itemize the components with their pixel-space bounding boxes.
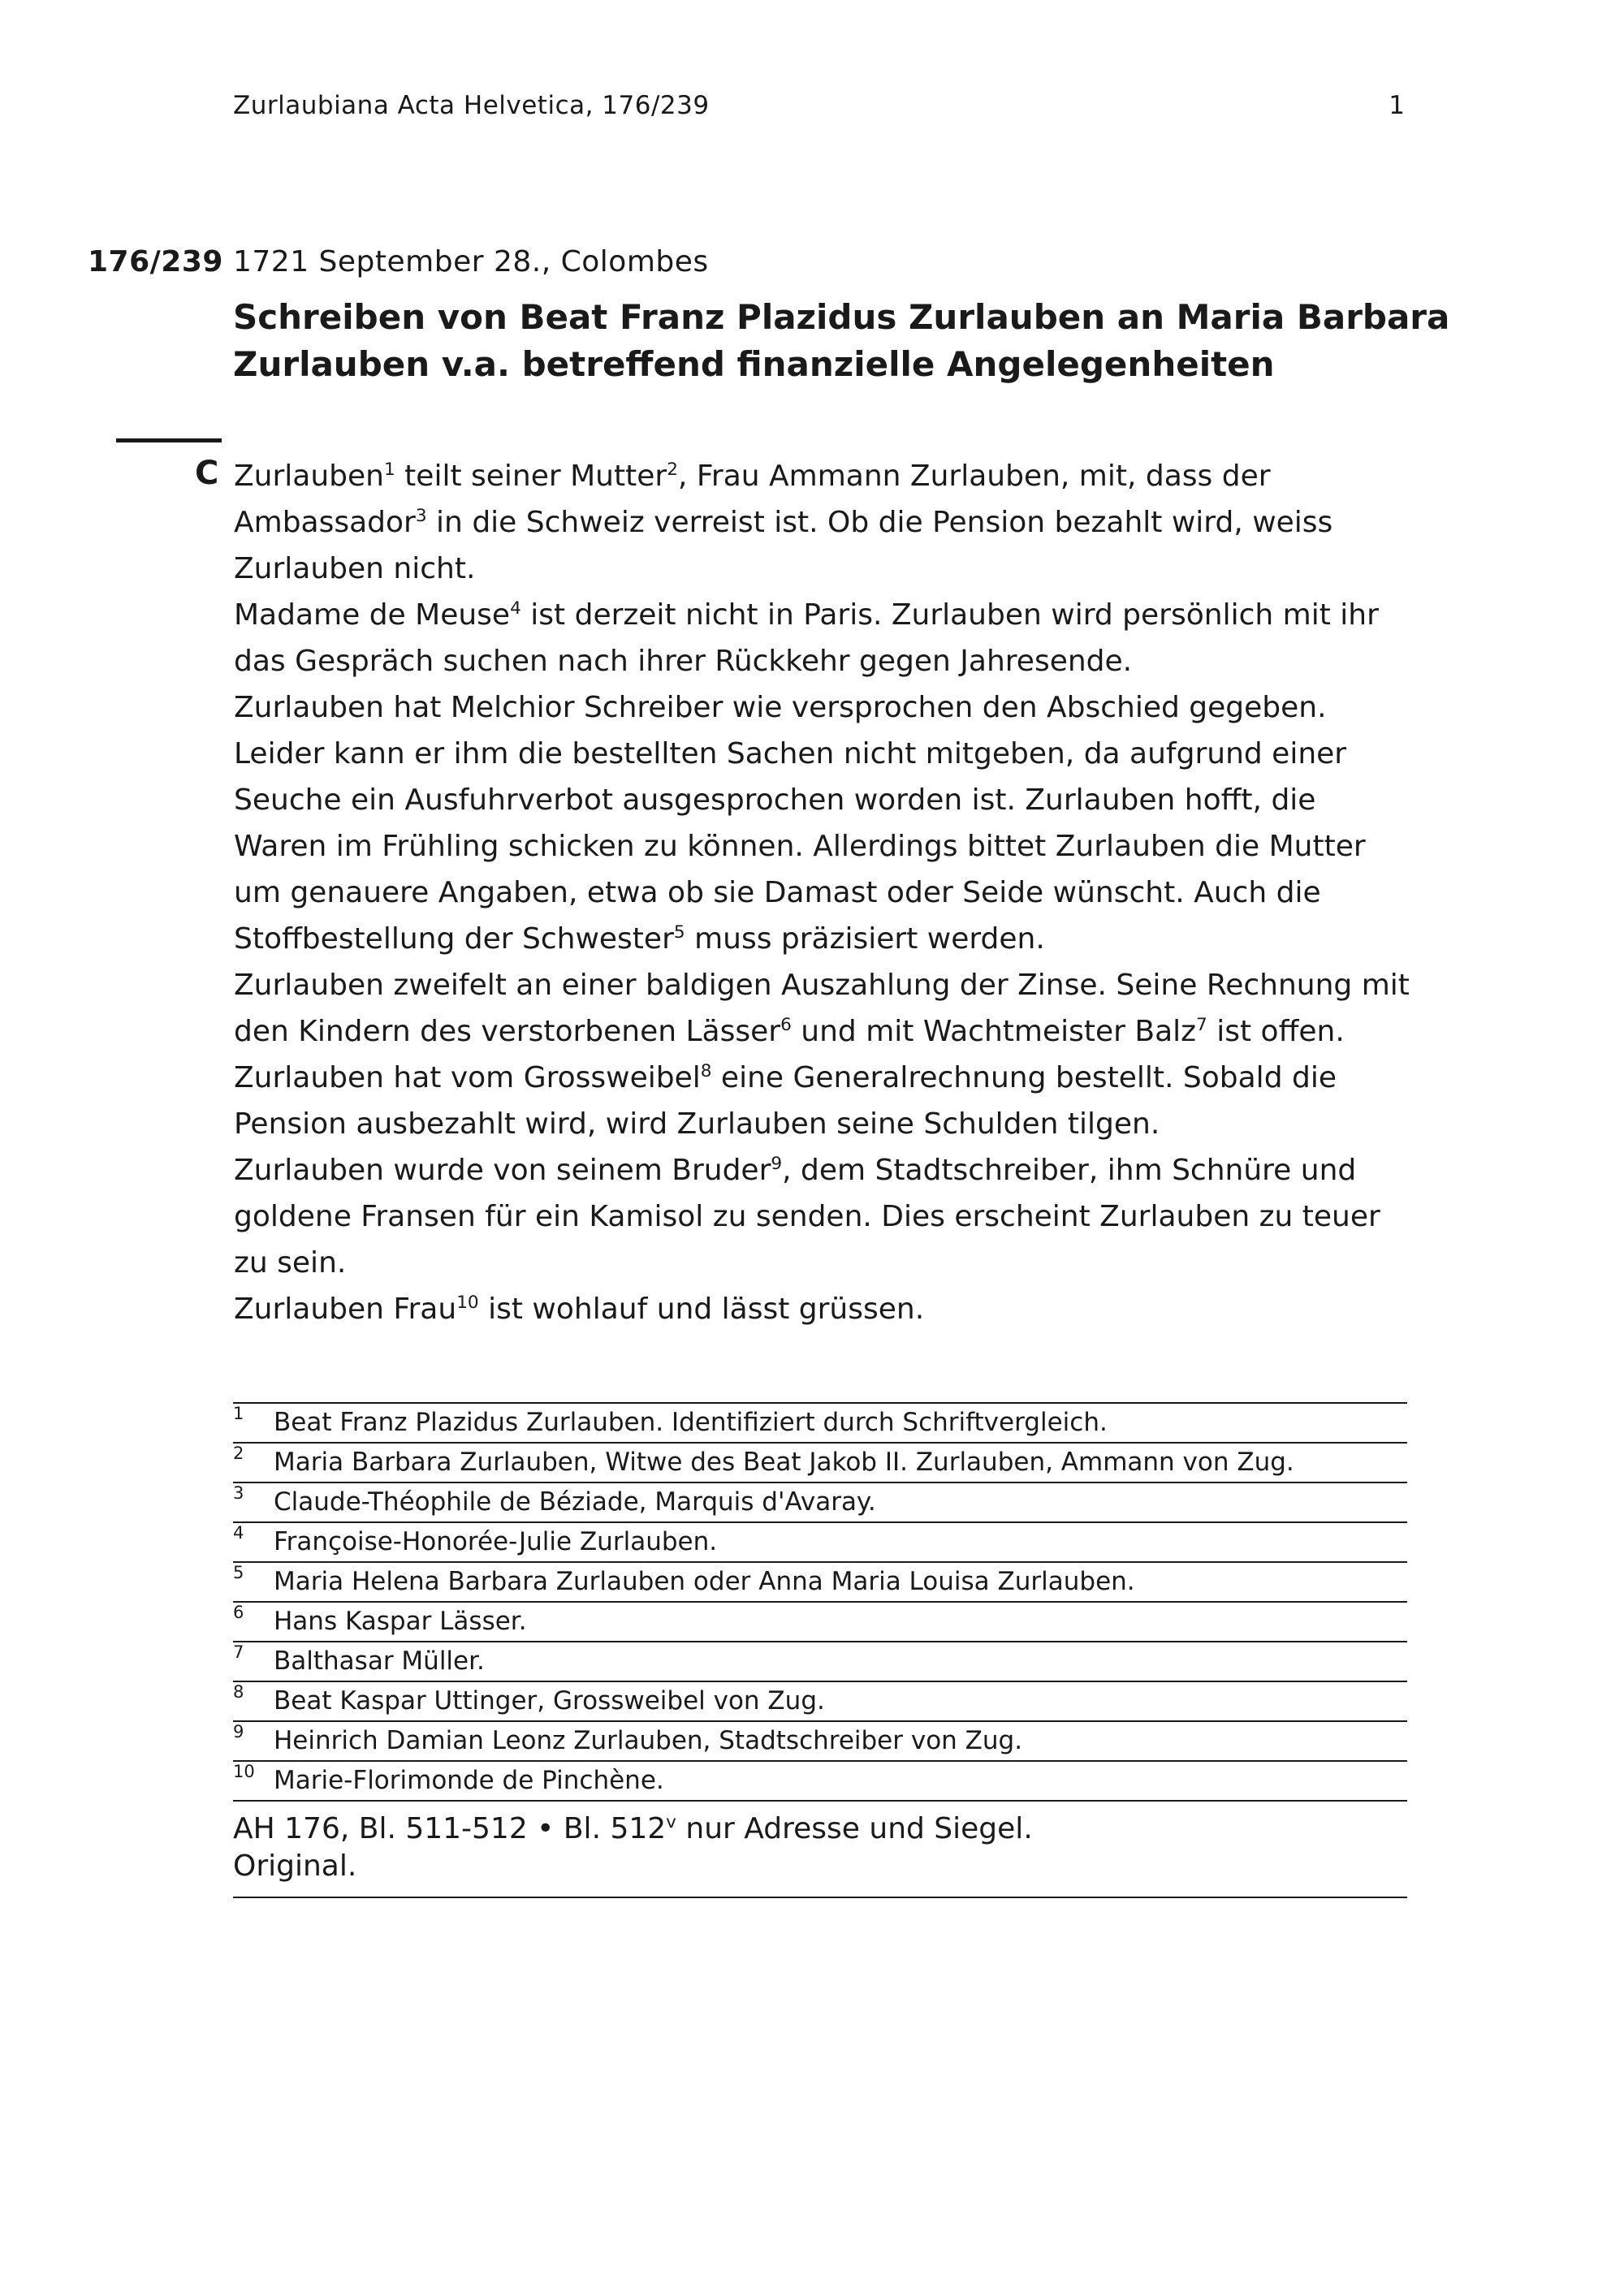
footnote-row bbox=[233, 1563, 1407, 1603]
footnote-text: Maria Helena Barbara Zurlauben oder Anna Maria Louisa Zurlauben. bbox=[274, 1567, 1135, 1596]
document-title bbox=[233, 294, 1450, 388]
regest-text-segment: , Frau Ammann Zurlauben, mit, dass der bbox=[677, 460, 1271, 493]
regest-line bbox=[234, 1101, 1427, 1147]
source-block bbox=[233, 1810, 1407, 1898]
regest-text-segment: Zurlauben zweifelt an einer baldigen Auszahlung der Zinse. Seine Rechnung mit bbox=[234, 969, 1410, 1002]
regest-text-segment: Waren im Frühling schicken zu können. Allerdings bittet Zurlauben die Mutter bbox=[234, 830, 1366, 863]
regest-line bbox=[234, 453, 1427, 499]
regest-text-segment: ist derzeit nicht in Paris. Zurlauben wird persönlich mit ihr bbox=[520, 598, 1379, 632]
regest-line bbox=[234, 1286, 1427, 1332]
footnote-text: Françoise-Honorée-Julie Zurlauben. bbox=[274, 1527, 718, 1556]
regest-line bbox=[234, 1193, 1427, 1240]
footnote-number: 2 bbox=[233, 1444, 244, 1463]
document-title-line: Zurlauben v.a. betreffend finanzielle Angelegenheiten bbox=[233, 344, 1275, 384]
footnote-marker: 3 bbox=[415, 506, 427, 526]
footnote-row bbox=[233, 1444, 1407, 1483]
regest-text-segment: Zurlauben nicht. bbox=[234, 552, 476, 585]
footnote-text: Heinrich Damian Leonz Zurlauben, Stadtschreiber von Zug. bbox=[274, 1726, 1023, 1755]
regest-line bbox=[234, 731, 1427, 777]
regest-text-segment: Zurlauben hat vom Grossweibel bbox=[234, 1061, 701, 1094]
footnote-number: 9 bbox=[233, 1722, 244, 1741]
source-signature-prefix: AH 176, Bl. 511-512 • Bl. 512 bbox=[233, 1812, 667, 1845]
footnote-row bbox=[233, 1523, 1407, 1563]
footnote-text: Beat Kaspar Uttinger, Grossweibel von Zug. bbox=[274, 1686, 825, 1716]
footnote-row bbox=[233, 1404, 1407, 1444]
page-number: 1 bbox=[1389, 91, 1405, 120]
regest-line bbox=[234, 499, 1427, 546]
footnote-row bbox=[233, 1762, 1407, 1802]
regest-text-segment: Zurlauben bbox=[234, 460, 384, 493]
regest-line bbox=[234, 962, 1427, 1008]
regest-line bbox=[234, 1147, 1427, 1193]
footnote-number: 4 bbox=[233, 1523, 244, 1543]
footnote-text: Marie-Florimonde de Pinchène. bbox=[274, 1766, 664, 1795]
regest-text-segment: eine Generalrechnung bestellt. Sobald die bbox=[711, 1061, 1337, 1094]
regest-line bbox=[234, 823, 1427, 870]
regest-category-letter: C bbox=[195, 455, 219, 492]
footnote-number: 3 bbox=[233, 1483, 244, 1503]
regest-text-segment: Seuche ein Ausfuhrverbot ausgesprochen worden ist. Zurlauben hofft, die bbox=[234, 783, 1316, 817]
footnote-text: Hans Kaspar Lässer. bbox=[274, 1607, 527, 1636]
source-signature-sup: v bbox=[666, 1812, 676, 1832]
regest-line bbox=[234, 684, 1427, 731]
footnote-row bbox=[233, 1483, 1407, 1523]
running-head: Zurlaubiana Acta Helvetica, 176/239 bbox=[233, 91, 710, 120]
footnote-number: 10 bbox=[233, 1762, 255, 1781]
regest-line bbox=[234, 638, 1427, 684]
regest-line bbox=[234, 916, 1427, 962]
footnote-text: Beat Franz Plazidus Zurlauben. Identifiziert durch Schriftvergleich. bbox=[274, 1408, 1108, 1437]
regest-text-segment: um genauere Angaben, etwa ob sie Damast oder Seide wünscht. Auch die bbox=[234, 876, 1321, 909]
regest-text-segment: muss präzisiert werden. bbox=[685, 922, 1045, 956]
regest-text-segment: Zurlauben Frau bbox=[234, 1293, 457, 1326]
document-title-line: Schreiben von Beat Franz Plazidus Zurlauben an Maria Barbara bbox=[233, 297, 1450, 337]
footnote-number: 1 bbox=[233, 1404, 244, 1423]
footnote-row bbox=[233, 1603, 1407, 1642]
regest-text-segment: zu sein. bbox=[234, 1246, 347, 1280]
footnote-marker: 9 bbox=[771, 1154, 783, 1174]
footnote-row bbox=[233, 1642, 1407, 1682]
regest-line bbox=[234, 592, 1427, 638]
regest-line bbox=[234, 1055, 1427, 1101]
regest-text-segment: Zurlauben hat Melchior Schreiber wie versprochen den Abschied gegeben. bbox=[234, 691, 1327, 724]
regest-text-segment: Ambassador bbox=[234, 506, 416, 539]
regest-text-segment: das Gespräch suchen nach ihrer Rückkehr gegen Jahresende. bbox=[234, 645, 1133, 678]
document-date-place: 1721 September 28., Colombes bbox=[233, 245, 709, 278]
regest-text-segment: ist offen. bbox=[1207, 1015, 1345, 1048]
regest-text bbox=[234, 453, 1427, 1332]
footnote-marker: 1 bbox=[383, 460, 395, 480]
regest-text-segment: in die Schweiz verreist ist. Ob die Pension bezahlt wird, weiss bbox=[426, 506, 1333, 539]
regest-text-segment: teilt seiner Mutter bbox=[395, 460, 667, 493]
footnote-marker: 6 bbox=[780, 1015, 792, 1035]
regest-line bbox=[234, 870, 1427, 916]
footnote-number: 6 bbox=[233, 1603, 244, 1622]
footnote-list bbox=[233, 1402, 1407, 1802]
regest-line bbox=[234, 1008, 1427, 1055]
regest-text-segment: ist wohlauf und lässt grüssen. bbox=[478, 1293, 925, 1326]
document-number: 176/239 bbox=[88, 245, 223, 278]
regest-text-segment: , dem Stadtschreiber, ihm Schnüre und bbox=[782, 1154, 1357, 1187]
regest-line bbox=[234, 1240, 1427, 1286]
regest-text-segment: Madame de Meuse bbox=[234, 598, 511, 632]
footnote-text: Balthasar Müller. bbox=[274, 1646, 485, 1676]
footnote-marker: 2 bbox=[667, 460, 678, 480]
footnote-number: 7 bbox=[233, 1642, 244, 1662]
footnote-marker: 10 bbox=[456, 1293, 479, 1313]
footnote-text: Claude-Théophile de Béziade, Marquis d'Avaray. bbox=[274, 1487, 876, 1517]
footnote-number: 8 bbox=[233, 1682, 244, 1702]
footnote-marker: 4 bbox=[510, 598, 521, 619]
footnote-number: 5 bbox=[233, 1563, 244, 1582]
title-divider bbox=[116, 438, 222, 442]
regest-text-segment: Pension ausbezahlt wird, wird Zurlauben seine Schulden tilgen. bbox=[234, 1107, 1160, 1141]
source-signature bbox=[233, 1810, 1407, 1848]
regest-line bbox=[234, 546, 1427, 592]
footnote-row bbox=[233, 1682, 1407, 1722]
source-signature-suffix: nur Adresse und Siegel. bbox=[676, 1812, 1033, 1845]
regest-text-segment: Leider kann er ihm die bestellten Sachen nicht mitgeben, da aufgrund einer bbox=[234, 737, 1347, 770]
regest-line bbox=[234, 777, 1427, 823]
footnote-row bbox=[233, 1722, 1407, 1762]
regest-text-segment: Stoffbestellung der Schwester bbox=[234, 922, 674, 956]
regest-text-segment: und mit Wachtmeister Balz bbox=[791, 1015, 1197, 1048]
footnote-marker: 7 bbox=[1196, 1015, 1207, 1035]
footnote-text: Maria Barbara Zurlauben, Witwe des Beat Jakob II. Zurlauben, Ammann von Zug. bbox=[274, 1448, 1294, 1477]
regest-text-segment: Zurlauben wurde von seinem Bruder bbox=[234, 1154, 771, 1187]
footnote-marker: 8 bbox=[700, 1061, 712, 1081]
regest-text-segment: goldene Fransen für ein Kamisol zu senden. Dies erscheint Zurlauben zu teuer bbox=[234, 1200, 1380, 1233]
source-type: Original. bbox=[233, 1849, 357, 1883]
footnote-marker: 5 bbox=[673, 922, 685, 943]
regest-text-segment: den Kindern des verstorbenen Lässer bbox=[234, 1015, 781, 1048]
